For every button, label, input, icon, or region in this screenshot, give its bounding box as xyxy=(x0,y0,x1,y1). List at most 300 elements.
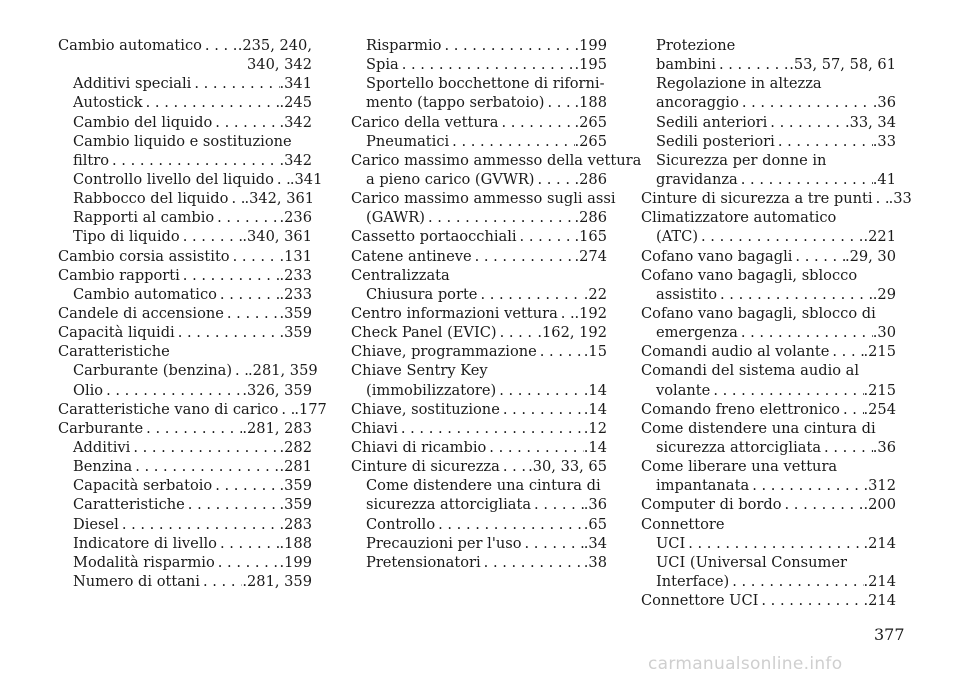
index-entry-term: Chiave, sostituzione xyxy=(351,400,500,418)
dot-leader xyxy=(840,400,864,419)
page-number: 377 xyxy=(874,625,905,644)
index-entry xyxy=(58,534,312,553)
dot-leader xyxy=(175,323,280,342)
index-entry xyxy=(58,151,312,170)
index-entry xyxy=(641,534,896,553)
index-entry-pages: .312 xyxy=(863,477,896,495)
index-column-2 xyxy=(351,36,642,572)
dot-leader xyxy=(230,247,280,266)
index-entry xyxy=(641,400,896,419)
index-entry-term: Cambio rapporti xyxy=(58,266,180,284)
index-entry-term: Capacità serbatoio xyxy=(73,477,213,495)
dot-leader xyxy=(716,55,789,74)
index-entry-term: Precauzioni per l'uso xyxy=(366,534,522,552)
index-entry-pages: .233 xyxy=(279,266,312,284)
index-entry-pages: .341 xyxy=(279,75,312,93)
index-entry-pages: .12 xyxy=(583,419,607,437)
index-entry-pages: .286 xyxy=(574,209,607,227)
index-entry-pages: .359 xyxy=(279,304,312,322)
index-entry-pages: .214 xyxy=(863,572,896,590)
index-entry-term: Chiave Sentry Key xyxy=(351,362,488,380)
index-entry xyxy=(351,361,607,380)
index-entry xyxy=(641,113,896,132)
index-entry-pages: .215 xyxy=(863,381,896,399)
index-entry xyxy=(58,381,312,400)
dot-leader xyxy=(217,285,280,304)
index-entry-pages: .214 xyxy=(863,534,896,552)
index-entry xyxy=(351,457,607,476)
index-entry xyxy=(641,419,896,438)
index-entry-term: Chiavi xyxy=(351,419,398,437)
index-entry-pages: .342 xyxy=(279,113,312,131)
index-entry xyxy=(351,208,607,227)
index-entry-term: Pneumatici xyxy=(366,132,450,150)
index-entry-term: emergenza xyxy=(656,324,738,342)
index-entry-pages: .14 xyxy=(583,400,607,418)
dot-leader xyxy=(498,113,574,132)
dot-leader xyxy=(497,323,538,342)
index-entry-term: Caratteristiche xyxy=(58,343,170,361)
index-entry xyxy=(351,151,642,170)
index-entry-pages: 340, 342 xyxy=(247,56,312,74)
index-entry xyxy=(351,400,607,419)
index-entry-term: Carico della vettura xyxy=(351,113,499,131)
index-entry xyxy=(351,438,607,457)
index-entry xyxy=(58,247,312,266)
dot-leader xyxy=(477,285,583,304)
index-entry-term: Cassetto portaocchiali xyxy=(351,228,517,246)
index-entry-pages: .199 xyxy=(574,37,607,54)
index-entry-pages: .131 xyxy=(279,247,312,265)
index-entry-pages: .281, 359 xyxy=(248,362,318,380)
index-entry-pages: .195 xyxy=(574,56,607,74)
dot-leader xyxy=(224,304,280,323)
index-entry-term: Risparmio xyxy=(366,37,442,54)
index-entry xyxy=(351,515,607,534)
index-entry xyxy=(641,342,896,361)
index-entry-term: gravidanza xyxy=(656,170,738,188)
index-entry-term: volante xyxy=(656,381,711,399)
index-entry-term: Come liberare una vettura xyxy=(641,458,838,476)
dot-leader xyxy=(202,36,238,55)
index-entry xyxy=(58,170,323,189)
index-entry-pages: .215 xyxy=(863,343,896,361)
index-entry-pages: .41 xyxy=(872,170,896,188)
index-column-3 xyxy=(641,36,912,610)
dot-leader xyxy=(698,227,863,246)
index-entry xyxy=(641,74,896,93)
index-entry-pages: .36 xyxy=(583,496,607,514)
dot-leader xyxy=(228,189,244,208)
index-entry xyxy=(351,323,607,342)
index-entry-term: (immobilizzatore) xyxy=(366,381,497,399)
dot-leader xyxy=(212,476,279,495)
index-entry-pages: .14 xyxy=(583,438,607,456)
dot-leader xyxy=(143,93,280,112)
index-entry-term: Diesel xyxy=(73,515,119,533)
index-entry-term: UCI (Universal Consumer xyxy=(656,553,847,571)
dot-leader xyxy=(132,457,279,476)
index-entry xyxy=(641,591,896,610)
index-entry-pages: .34 xyxy=(583,534,607,552)
index-entry-term: assistito xyxy=(656,285,718,303)
dot-leader xyxy=(738,323,873,342)
dot-leader xyxy=(710,381,863,400)
dot-leader xyxy=(232,361,248,380)
index-entry xyxy=(641,132,896,151)
dot-leader xyxy=(103,381,242,400)
index-entry xyxy=(641,572,896,591)
index-entry-term: Carburante (benzina) xyxy=(73,362,233,380)
index-entry-term: Capacità liquidi xyxy=(58,324,175,342)
index-entry-pages: .33 xyxy=(872,132,896,150)
dot-leader xyxy=(278,400,294,419)
index-entry xyxy=(641,515,896,534)
index-column-1 xyxy=(58,36,327,591)
index-entry-term: Cofano vano bagagli, sblocco di xyxy=(641,304,876,322)
index-entry xyxy=(58,476,312,495)
index-entry-pages: .282 xyxy=(279,438,312,456)
index-entry xyxy=(351,534,607,553)
index-entry-term: Sicurezza per donne in xyxy=(656,151,827,169)
dot-leader xyxy=(441,36,574,55)
index-entry-pages: .53, 57, 58, 61 xyxy=(789,56,896,74)
index-entry-term: Climatizzatore automatico xyxy=(641,209,837,227)
index-entry-pages: .341 xyxy=(289,170,323,188)
index-entry xyxy=(641,208,896,227)
dot-leader xyxy=(749,476,863,495)
index-entry-pages: .236 xyxy=(279,209,312,227)
watermark: carmanualsonline.info xyxy=(648,654,843,674)
dot-leader xyxy=(449,132,574,151)
index-entry xyxy=(351,132,607,151)
index-entry xyxy=(351,113,607,132)
index-entry-term: Cambio corsia assistito xyxy=(58,247,230,265)
index-entry-term: Modalità risparmio xyxy=(73,553,215,571)
dot-leader xyxy=(217,534,280,553)
index-entry xyxy=(58,304,312,323)
dot-leader xyxy=(767,113,845,132)
dot-leader xyxy=(739,93,873,112)
index-entry xyxy=(58,132,312,151)
index-entry-pages: .283 xyxy=(279,515,312,533)
index-entry xyxy=(351,74,607,93)
index-entry-term: Comando freno elettronico xyxy=(641,400,840,418)
index-entry-pages: .359 xyxy=(279,477,312,495)
index-entry-term: (GAWR) xyxy=(366,209,425,227)
index-entry-term: Comandi del sistema audio al xyxy=(641,362,860,380)
dot-leader xyxy=(729,572,863,591)
index-entry-term: Cambio liquido e sostituzione xyxy=(73,132,292,150)
index-entry-term: Catene antineve xyxy=(351,247,472,265)
dot-leader xyxy=(544,93,574,112)
index-entry xyxy=(58,515,312,534)
index-entry-term: Regolazione in altezza xyxy=(656,75,822,93)
index-entry-term: Cambio automatico xyxy=(58,37,202,54)
dot-leader xyxy=(500,457,528,476)
dot-leader xyxy=(531,495,584,514)
index-entry-pages: .359 xyxy=(279,496,312,514)
index-entry-pages: .254 xyxy=(863,400,896,418)
index-entry-term: Indicatore di livello xyxy=(73,534,217,552)
dot-leader xyxy=(399,55,575,74)
dot-leader xyxy=(496,381,584,400)
index-entry xyxy=(351,93,607,112)
index-entry xyxy=(58,227,312,246)
index-entry xyxy=(641,361,896,380)
index-entry xyxy=(641,457,896,476)
index-entry xyxy=(58,400,327,419)
index-entry-term: Controllo xyxy=(366,515,436,533)
index-entry-term: Carico massimo ammesso della vettura xyxy=(351,151,642,169)
index-entry xyxy=(351,266,607,285)
index-entry-pages: .30, 33, 65 xyxy=(528,458,607,476)
index-entry-term: Numero di ottani xyxy=(73,572,200,590)
dot-leader xyxy=(535,170,575,189)
index-entry xyxy=(351,495,607,514)
dot-leader xyxy=(398,419,584,438)
index-entry-term: Sedili posteriori xyxy=(656,132,775,150)
index-entry xyxy=(641,553,896,572)
index-entry-pages: .265 xyxy=(574,113,607,131)
index-entry-term: Come distendere una cintura di xyxy=(366,477,601,495)
dot-leader xyxy=(130,438,279,457)
index-entry-pages: .188 xyxy=(279,534,312,552)
index-entry-term: Additivi speciali xyxy=(73,75,192,93)
index-entry-term: Chiavi di ricambio xyxy=(351,438,487,456)
index-entry xyxy=(58,266,312,285)
dot-leader xyxy=(500,400,584,419)
index-entry-term: Caratteristiche xyxy=(73,496,185,514)
index-entry-term: a pieno carico (GVWR) xyxy=(366,170,535,188)
index-entry-term: Spia xyxy=(366,56,399,74)
index-entry xyxy=(58,189,315,208)
index-entry-term: Carburante xyxy=(58,419,144,437)
index-entry-pages: .192 xyxy=(574,304,607,322)
index-entry-term: Rapporti al cambio xyxy=(73,209,215,227)
dot-leader xyxy=(200,572,242,591)
index-entry xyxy=(641,93,896,112)
index-entry-pages: .29 xyxy=(872,285,896,303)
index-entry xyxy=(58,419,312,438)
dot-leader xyxy=(821,438,873,457)
index-entry-pages: .33 xyxy=(888,190,912,208)
dot-leader xyxy=(537,342,584,361)
index-entry xyxy=(351,476,607,495)
index-entry-pages: .177 xyxy=(294,400,327,418)
index-entry-pages: .29, 30 xyxy=(844,247,896,265)
index-entry-term: Sedili anteriori xyxy=(656,113,768,131)
index-entry-term: bambini xyxy=(656,56,716,74)
index-entry-pages: .14 xyxy=(583,381,607,399)
index-entry xyxy=(58,323,312,342)
dot-leader xyxy=(558,304,575,323)
index-entry xyxy=(58,55,312,74)
dot-leader xyxy=(435,515,584,534)
dot-leader xyxy=(522,534,584,553)
index-entry-term: Computer di bordo xyxy=(641,496,782,514)
index-entry-pages: .233 xyxy=(279,285,312,303)
index-entry xyxy=(58,342,312,361)
index-entry xyxy=(641,476,896,495)
index-entry-term: Comandi audio al volante xyxy=(641,343,830,361)
dot-leader xyxy=(873,189,889,208)
index-entry-term: Come distendere una cintura di xyxy=(641,419,876,437)
index-entry-pages: .199 xyxy=(279,553,312,571)
dot-leader xyxy=(180,266,280,285)
index-entry-term: Autostick xyxy=(73,94,143,112)
index-entry xyxy=(641,55,896,74)
index-entry xyxy=(641,151,896,170)
dot-leader xyxy=(829,342,863,361)
index-entry-pages: .36 xyxy=(872,94,896,112)
index-entry xyxy=(58,285,312,304)
index-entry-pages: .359 xyxy=(279,324,312,342)
index-entry-term: Connettore xyxy=(641,515,725,533)
index-entry-pages: .15 xyxy=(583,343,607,361)
dot-leader xyxy=(517,227,575,246)
index-entry-pages: .281 xyxy=(279,458,312,476)
index-entry-term: mento (tappo serbatoio) xyxy=(366,94,545,112)
index-entry xyxy=(58,208,312,227)
index-entry-pages: .30 xyxy=(872,324,896,342)
dot-leader xyxy=(717,285,873,304)
index-entry-pages: .286 xyxy=(574,170,607,188)
index-entry xyxy=(641,247,896,266)
dot-leader xyxy=(214,208,279,227)
index-entry-term: Chiave, programmazione xyxy=(351,343,537,361)
index-entry-term: Sportello bocchettone di riforni- xyxy=(366,75,605,93)
index-entry-term: Rabbocco del liquido xyxy=(73,190,229,208)
index-entry xyxy=(351,419,607,438)
index-entry xyxy=(58,438,312,457)
dot-leader xyxy=(109,151,279,170)
index-entry xyxy=(641,495,896,514)
dot-leader xyxy=(212,113,279,132)
index-entry-term: impantanata xyxy=(656,477,750,495)
index-entry-pages: .162, 192 xyxy=(537,324,607,342)
index-entry-pages: .265 xyxy=(574,132,607,150)
index-entry-pages: .36 xyxy=(872,438,896,456)
index-entry-term: Check Panel (EVIC) xyxy=(351,324,497,342)
index-entry xyxy=(58,361,318,380)
index-entry-pages: .33, 34 xyxy=(844,113,896,131)
index-entry-term: sicurezza attorcigliata xyxy=(366,496,532,514)
index-entry xyxy=(641,189,912,208)
index-entry-pages: .188 xyxy=(574,94,607,112)
dot-leader xyxy=(758,591,863,610)
index-entry-pages: .200 xyxy=(863,496,896,514)
index-entry-term: Connettore UCI xyxy=(641,592,759,610)
index-entry-pages: .340, 361 xyxy=(242,228,312,246)
index-entry-pages: .214 xyxy=(863,592,896,610)
dot-leader xyxy=(782,495,864,514)
index-entry-term: Centro informazioni vettura xyxy=(351,304,558,322)
index-entry-term: ancoraggio xyxy=(656,94,739,112)
dot-leader xyxy=(274,170,290,189)
index-entry-term: Cinture di sicurezza xyxy=(351,458,500,476)
index-entry xyxy=(641,227,896,246)
dot-leader xyxy=(215,553,280,572)
index-entry-term: Chiusura porte xyxy=(366,285,478,303)
dot-leader xyxy=(685,534,863,553)
dot-leader xyxy=(775,132,873,151)
index-entry xyxy=(351,227,607,246)
index-entry-term: Olio xyxy=(73,381,104,399)
index-entry-pages: .342 xyxy=(279,151,312,169)
index-entry xyxy=(641,170,896,189)
index-entry-term: Cofano vano bagagli xyxy=(641,247,793,265)
index-entry xyxy=(351,247,607,266)
index-entry-pages: .221 xyxy=(863,228,896,246)
index-entry-pages: .165 xyxy=(574,228,607,246)
index-entry-pages: .65 xyxy=(583,515,607,533)
index-entry-term: Pretensionatori xyxy=(366,553,481,571)
index-entry xyxy=(58,93,312,112)
dot-leader xyxy=(738,170,873,189)
dot-leader xyxy=(472,247,575,266)
index-entry-term: Cambio del liquido xyxy=(73,113,213,131)
index-entry-pages: .281, 283 xyxy=(242,419,312,437)
index-entry-term: filtro xyxy=(73,151,110,169)
index-entry-term: (ATC) xyxy=(656,228,699,246)
index-entry-pages: .22 xyxy=(583,285,607,303)
index-entry xyxy=(351,304,607,323)
dot-leader xyxy=(180,227,243,246)
index-entry-term: UCI xyxy=(656,534,686,552)
dot-leader xyxy=(191,74,279,93)
index-entry xyxy=(641,266,896,285)
index-entry xyxy=(641,304,896,323)
dot-leader xyxy=(481,553,584,572)
index-entry xyxy=(58,36,312,55)
index-entry xyxy=(351,342,607,361)
index-entry xyxy=(351,285,607,304)
index-entry xyxy=(641,381,896,400)
dot-leader xyxy=(792,247,845,266)
index-entry xyxy=(641,438,896,457)
index-entry-term: Additivi xyxy=(73,438,131,456)
index-entry xyxy=(58,74,312,93)
index-entry-term: Interface) xyxy=(656,572,730,590)
index-entry xyxy=(351,36,607,55)
index-entry xyxy=(351,170,607,189)
dot-leader xyxy=(185,495,280,514)
index-entry xyxy=(351,553,607,572)
index-entry xyxy=(641,323,896,342)
index-entry-term: Cinture di sicurezza a tre punti xyxy=(641,190,873,208)
index-entry-term: sicurezza attorcigliata xyxy=(656,438,822,456)
index-entry xyxy=(58,495,312,514)
index-entry-pages: .274 xyxy=(574,247,607,265)
index-entry-term: Protezione xyxy=(656,37,736,54)
index-entry-term: Tipo di liquido xyxy=(73,228,180,246)
index-entry xyxy=(641,285,896,304)
index-entry-term: Caratteristiche vano di carico xyxy=(58,400,279,418)
dot-leader xyxy=(425,208,575,227)
index-entry-term: Centralizzata xyxy=(351,266,450,284)
index-entry xyxy=(58,113,312,132)
index-entry-pages: .326, 359 xyxy=(242,381,312,399)
dot-leader xyxy=(119,515,280,534)
index-entry-pages: .342, 361 xyxy=(244,190,315,208)
index-entry xyxy=(58,457,312,476)
index-entry xyxy=(351,55,607,74)
index-entry-term: Candele di accensione xyxy=(58,304,224,322)
index-entry xyxy=(58,572,312,591)
dot-leader xyxy=(486,438,583,457)
index-entry-pages: .245 xyxy=(279,94,312,112)
